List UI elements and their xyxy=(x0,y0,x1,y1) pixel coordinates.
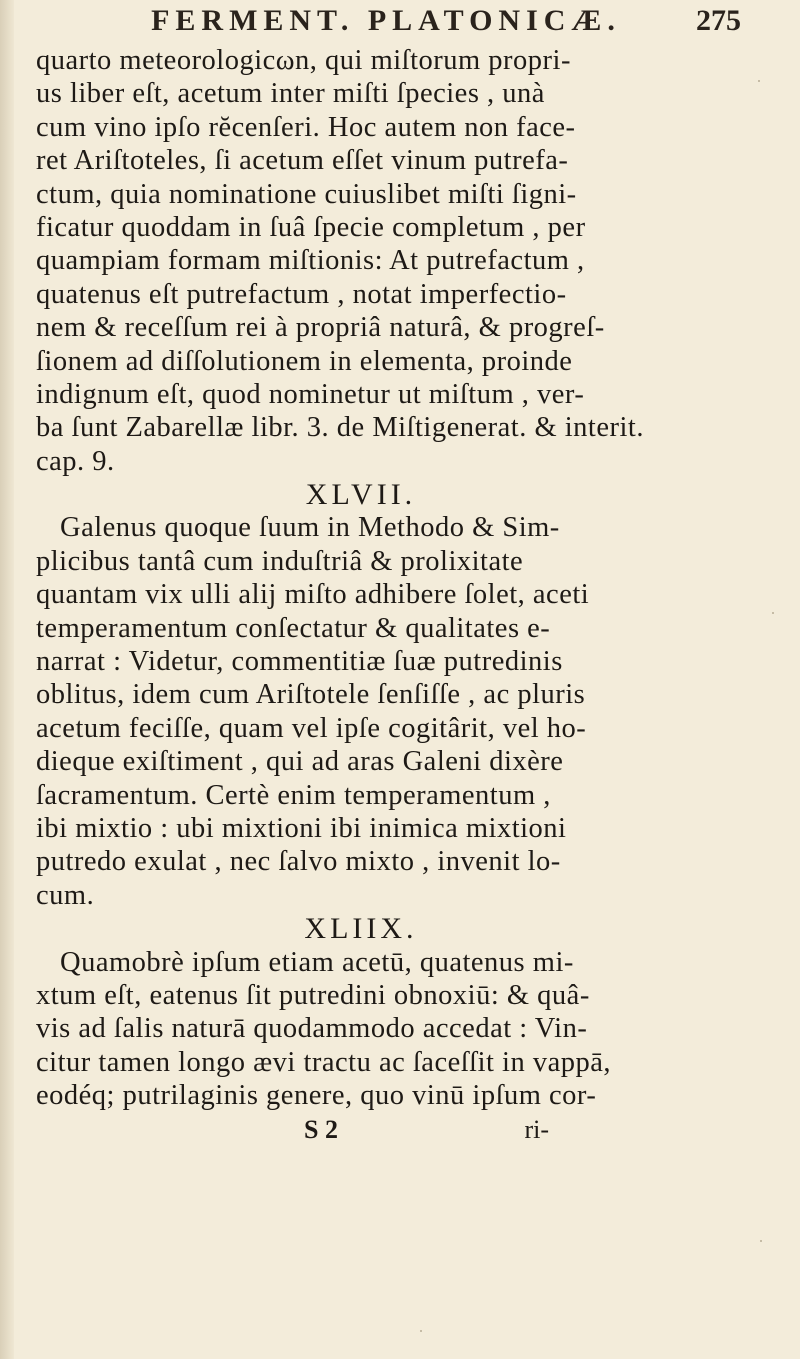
text-line: xtum eſt, eatenus ſit putredini obnoxiū: & quâ- xyxy=(36,979,590,1011)
text-line: Quamobrè ipſum etiam acetū, quatenus mi- xyxy=(60,946,574,978)
text-line: quantam vix ulli alij miſto adhibere ſolet, aceti xyxy=(36,579,590,611)
page-body xyxy=(36,44,726,1146)
section-heading-49: XLIIX. xyxy=(304,912,418,946)
text-line: ctum, quia nominatione cuiuslibet miſti ſigni- xyxy=(36,178,577,210)
text-line: vis ad ſalis naturā quodammodo accedat : Vin- xyxy=(36,1013,588,1045)
paper-speck xyxy=(772,612,774,614)
text-line: ſacramentum. Certè enim temperamentum , xyxy=(36,779,551,811)
text-line: temperamentum conſectatur & qualitates e- xyxy=(36,612,551,644)
text-line: cap. 9. xyxy=(36,445,115,477)
paper-speck xyxy=(758,80,760,82)
text-line: narrat : Videtur, commentitiæ ſuæ putredinis xyxy=(36,646,563,678)
text-line: ſionem ad diſſolutionem in elementa, proinde xyxy=(36,345,573,377)
text-line: putredo exulat , nec ſalvo mixto , invenit lo- xyxy=(36,846,561,878)
text-line: acetum feciſſe, quam vel ipſe cogitârit, vel ho- xyxy=(36,712,587,744)
paper-speck xyxy=(420,1330,422,1332)
text-line: ibi mixtio : ubi mixtioni ibi inimica mixtioni xyxy=(36,812,567,844)
text-line: dieque exiſtiment , qui ad aras Galeni dixère xyxy=(36,746,564,778)
text-line: ficatur quoddam in ſuâ ſpecie completum , per xyxy=(36,211,586,243)
section-heading-47: XLVII. xyxy=(305,478,417,512)
page-gutter xyxy=(0,0,14,1359)
paper-speck xyxy=(760,1240,762,1242)
text-line: quampiam formam miſtionis: At putrefactum , xyxy=(36,245,585,277)
catchword: ri- xyxy=(524,1114,550,1144)
text-line: citur tamen longo ævi tractu ac ſaceſſit in vappā, xyxy=(36,1046,612,1078)
text-line: cum. xyxy=(36,879,95,911)
text-line: quatenus eſt putrefactum , notat imperfectio- xyxy=(36,278,567,310)
text-line: ba ſunt Zabarellæ libr. 3. de Miſtigenerat. & interit. xyxy=(36,412,644,444)
text-line: eodéq; putrilaginis genere, quo vinū ipſum cor- xyxy=(36,1080,597,1112)
text-line: oblitus, idem cum Ariſtotele ſenſiſſe , ac pluris xyxy=(36,679,586,711)
text-line: ret Ariſtoteles, ſi acetum eſſet vinum putrefa- xyxy=(36,145,569,177)
text-line: plicibus tantâ cum induſtriâ & prolixitate xyxy=(36,545,524,577)
text-line: Galenus quoque ſuum in Methodo & Sim- xyxy=(60,512,560,544)
text-line: quarto meteorologicωn, qui miſtorum propri- xyxy=(36,45,571,76)
text-line: cum vino ipſo rĕcenſeri. Hoc autem non face- xyxy=(36,111,576,143)
text-line: indignum eſt, quod nominetur ut miſtum , ver- xyxy=(36,378,585,410)
page-number: 275 xyxy=(696,4,741,37)
signature-mark: S 2 xyxy=(304,1114,338,1144)
text-line: nem & receſſum rei à propriâ naturâ, & progreſ- xyxy=(36,312,605,344)
running-head: FERMENT. PLATONICÆ. xyxy=(151,4,621,37)
page-header xyxy=(0,2,800,42)
text-line: us liber eſt, acetum inter miſti ſpecies , unà xyxy=(36,78,545,110)
page-footer xyxy=(36,1113,726,1146)
